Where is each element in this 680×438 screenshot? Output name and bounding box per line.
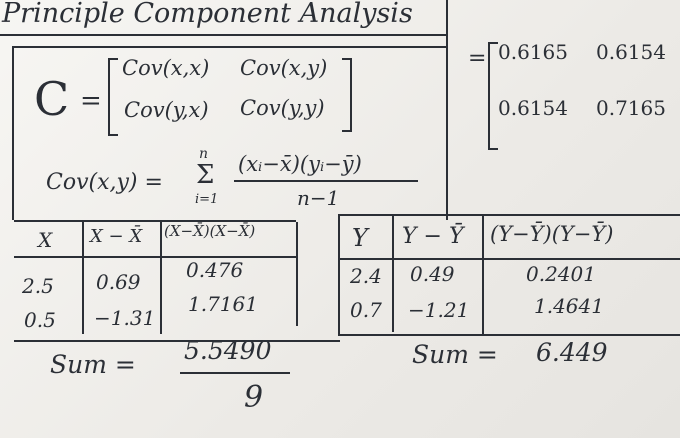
x-row1-dev: 0.69 [96, 270, 141, 294]
x-sum-fraction-bar [180, 372, 290, 374]
x-table-header-line [14, 256, 298, 258]
cov-denominator: n−1 [297, 186, 340, 210]
x-header-dev: X − X̄ [90, 226, 143, 247]
y-table-col2 [482, 214, 484, 334]
cov-yy: Cov(y,y) [240, 96, 325, 120]
sigma-symbol: Σ [196, 160, 215, 190]
y-row1-y: 2.4 [350, 264, 382, 288]
x-table-col3 [296, 222, 298, 326]
y-row1-prod: 0.2401 [526, 262, 596, 286]
x-table-col2 [160, 222, 162, 334]
y-table-bottom [340, 334, 680, 336]
y-sum-value: 6.449 [536, 338, 608, 367]
y-header-prod: (Y−Ȳ)(Y−Ȳ) [490, 222, 614, 246]
covariance-equals: = [80, 86, 102, 116]
page-title: Principle Component Analysis [2, 0, 413, 29]
cov-box-top [12, 46, 448, 48]
covariance-matrix-label: C [34, 72, 70, 126]
result-11: 0.7165 [596, 96, 666, 120]
x-table-bottom [14, 340, 340, 342]
cov-xy: Cov(x,y) [240, 56, 328, 80]
result-bracket [488, 42, 498, 150]
x-sum-label: Sum = [50, 350, 136, 379]
y-table-top [338, 214, 680, 216]
y-sum-label: Sum = [412, 340, 498, 369]
x-sum-divisor: 9 [244, 380, 264, 415]
x-row1-x: 2.5 [22, 274, 54, 298]
x-header-x: X [38, 228, 53, 252]
y-table-col1 [392, 214, 394, 332]
cov-box-left [12, 46, 14, 220]
result-equals: = [468, 46, 487, 71]
title-underline [0, 34, 446, 36]
cov-numerator: (xᵢ−x̄)(yᵢ−ȳ) [238, 152, 362, 176]
y-row2-prod: 1.4641 [534, 294, 604, 318]
x-row2-x: 0.5 [24, 308, 56, 332]
result-00: 0.6165 [498, 40, 568, 64]
cov-formula-lhs: Cov(x,y) = [46, 170, 163, 195]
x-row2-prod: 1.7161 [188, 292, 258, 316]
x-sum-value: 5.5490 [184, 336, 272, 365]
y-header-y: Y [352, 224, 368, 252]
sum-lower-limit: i=1 [195, 192, 219, 207]
y-row2-y: 0.7 [350, 298, 382, 322]
matrix-bracket-right [342, 58, 352, 132]
sum-upper-limit: n [199, 146, 209, 162]
fraction-bar [234, 180, 418, 182]
y-table-header-line [340, 258, 680, 260]
cov-xx: Cov(x,x) [122, 56, 210, 80]
y-row2-dev: −1.21 [408, 298, 470, 322]
x-row2-dev: −1.31 [94, 306, 156, 330]
y-table-left [338, 214, 340, 336]
x-row1-prod: 0.476 [186, 258, 244, 282]
y-row1-dev: 0.49 [410, 262, 455, 286]
title-divider [446, 0, 448, 220]
result-01: 0.6154 [596, 40, 666, 64]
y-header-dev: Y − Ȳ [402, 224, 464, 249]
x-table-col1 [82, 222, 84, 334]
matrix-bracket-left [108, 58, 118, 136]
result-10: 0.6154 [498, 96, 568, 120]
x-header-prod: (X−X̄)(X−X̄) [164, 222, 256, 240]
cov-yx: Cov(y,x) [124, 98, 209, 122]
